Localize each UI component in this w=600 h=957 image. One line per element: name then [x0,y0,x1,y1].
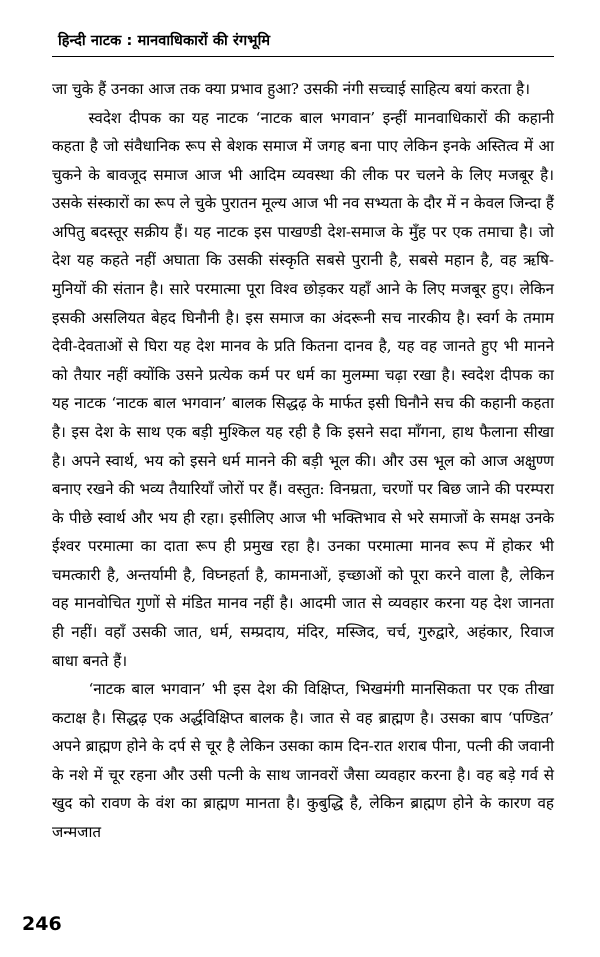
paragraph-3: ‘नाटक बाल भगवान’ भी इस देश की विक्षिप्त, भिखमंगी मानसिकता पर एक तीखा कटाक्ष है। सिद्धढ़ एक अर्द्धविक्षिप्त बालक है। जात से वह ब्राह्मण है। उसका बाप ‘पण्डित’ अपने ब्राह्मण होने के दर्प से चूर है लेकिन उसका काम दिन-रात शराब पीना, पत्नी की जवानी के नशे में चूर रहना और उसी पत्नी के साथ जानवरों जैसा व्यवहार करना है। वह बड़े गर्व से खुद को रावण के वंश का ब्राह्मण मानता है। कुबुद्धि है, लेकिन ब्राह्मण होने के कारण वह जन्मजात [52,680,554,842]
page-body [52,75,554,847]
page-number: 246 [22,913,62,935]
paragraph-1: जा चुके हैं उनका आज तक क्या प्रभाव हुआ? उसकी नंगी सच्चाई साहित्य बयां करता है। [52,80,530,98]
paragraph-2: स्वदेश दीपक का यह नाटक ‘नाटक बाल भगवान’ इन्हीं मानवाधिकारों की कहानी कहता है जो संवैधानिक रूप से बेशक समाज में जगह बना पाए लेकिन इनके अस्तित्व में आ चुकने के बावजूद समाज आज भी आदिम व्यवस्था की लीक पर चलने के लिए मजबूर है। उसके संस्कारों का रूप ले चुके पुरातन मूल्य आज भी नव सभ्यता के दौर में न केवल जिन्दा हैं अपितु बदस्तूर सक्रीय हैं। यह नाटक इस पाखण्डी देश-समाज के मुँह पर एक तमाचा है। जो देश यह कहते नहीं अघाता कि उसकी संस्कृति सबसे पुरानी है, सबसे महान है, वह ऋषि-मुनियों की संतान है। सारे परमात्मा पूरा विश्व छोड़कर यहाँ आने के लिए मजबूर हुए। लेकिन इसकी असलियत बेहद घिनौनी है। इस समाज का अंदरूनी सच नारकीय है। स्वर्ग के तमाम देवी-देवताओं से घिरा यह देश मानव के प्रति कितना दानव है, यह वह जानते हुए भी मानने को तैयार नहीं क्योंकि उसने प्रत्येक कर्म पर धर्म का मुलम्मा चढ़ा रखा है। स्वदेश दीपक का यह नाटक ‘नाटक बाल भगवान’ बालक सिद्धढ़ के मार्फत इसी घिनौने सच की कहानी कहता है। इस देश के साथ एक बड़ी मुश्किल यह रही है कि इसने सदा माँगना, हाथ फैलाना सीखा है। अपने स्वार्थ, भय को इसने धर्म मानने की बड़ी भूल की। और उस भूल को आज अक्षुण्ण बनाए रखने की भव्य तैयारियाँ जोरों पर हैं। वस्तुत: विनम्रता, चरणों पर बिछ जाने की परम्परा के पीछे स्वार्थ और भय ही रहा। इसीलिए आज भी भक्तिभाव से भरे समाजों के समक्ष उनके ईश्वर परमात्मा का दाता रूप ही प्रमुख रहा है। उनका परमात्मा मानव रूप में होकर भी चमत्कारी है, अन्तर्यामी है, विघ्नहर्ता है, कामनाओं, इच्छाओं को पूरा करने वाला है, लेकिन वह मानवोचित गुणों से मंडित मानव नहीं है। आदमी जात से व्यवहार करना यह देश जानता ही नहीं। वहाँ उसकी जात, धर्म, सम्प्रदाय, मंदिर, मस्जिद, चर्च, गुरुद्वारे, अहंकार, रिवाज बाधा बनते हैं। [52,108,554,670]
running-header: हिन्दी नाटक : मानवाधिकारों की रंगभूमि [52,30,554,57]
